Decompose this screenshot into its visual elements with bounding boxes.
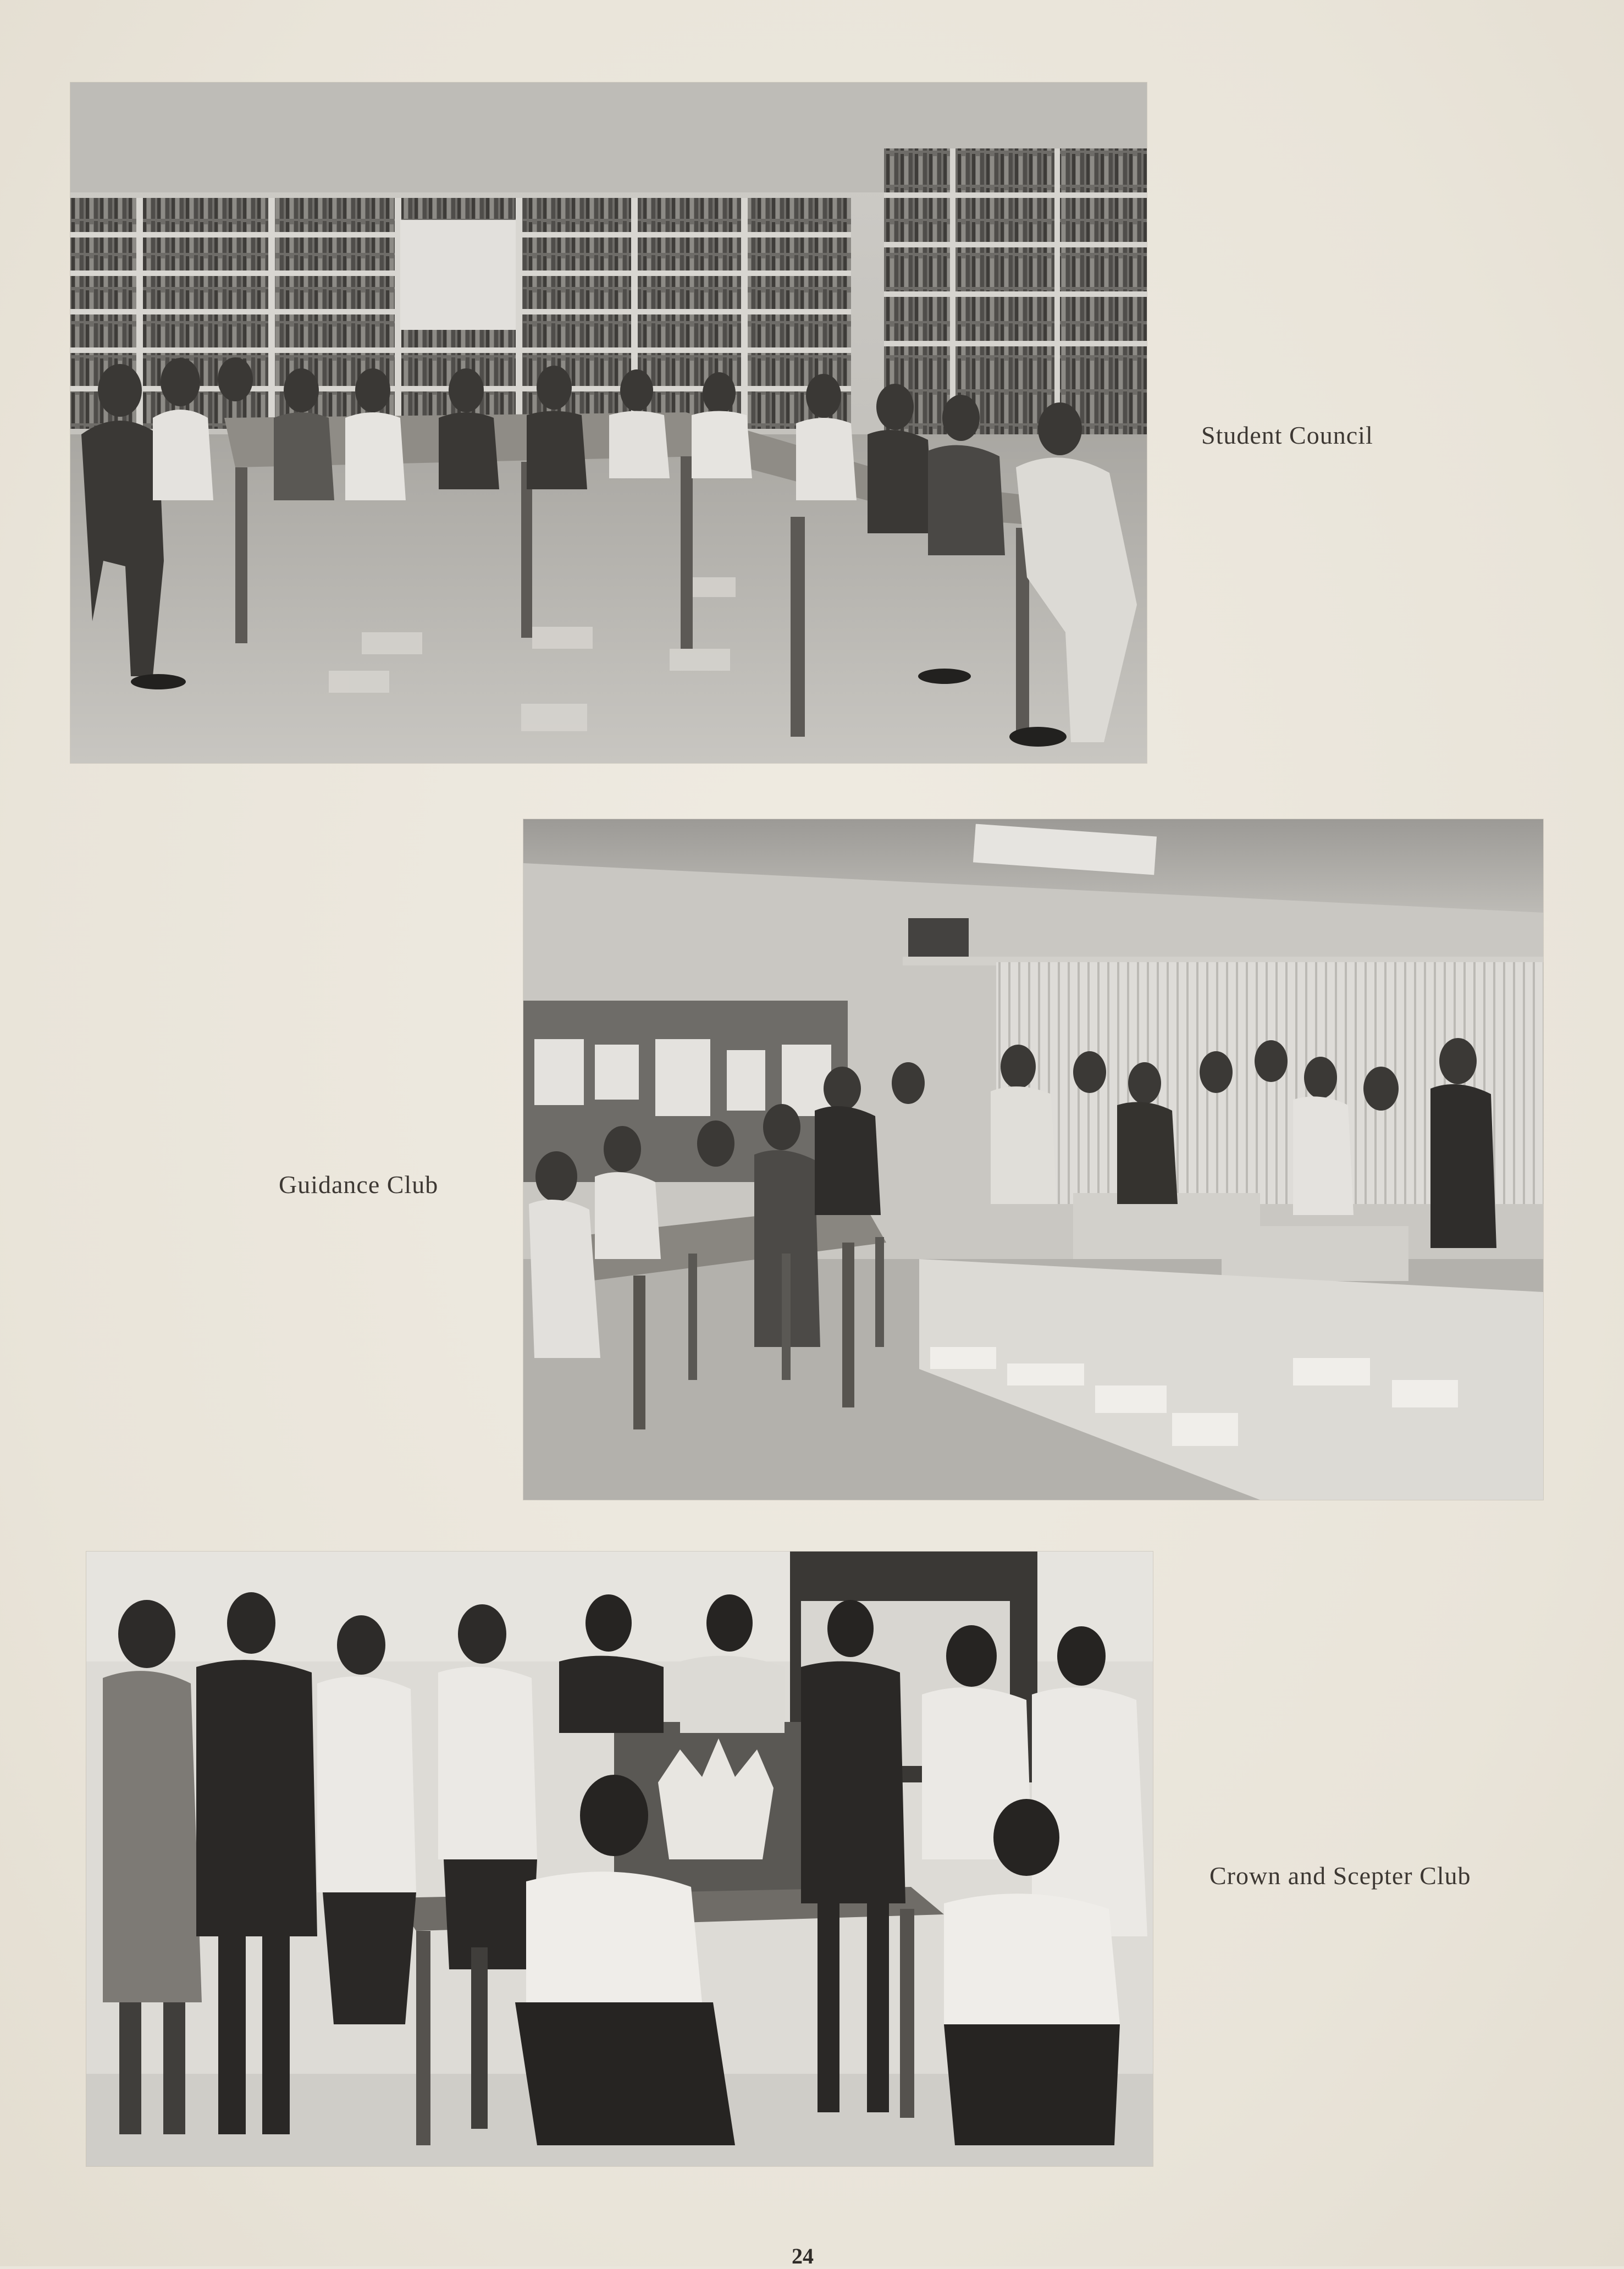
crown-and-scepter-club-photo-image [86, 1552, 1153, 2166]
student-council-photo [70, 82, 1147, 763]
crown-and-scepter-club-caption: Crown and Scepter Club [1209, 1862, 1471, 1890]
guidance-club-photo [523, 819, 1543, 1500]
guidance-club-caption: Guidance Club [279, 1171, 439, 1199]
page-number: 24 [792, 2244, 814, 2268]
student-council-photo-image [70, 82, 1147, 763]
crown-and-scepter-club-photo [86, 1552, 1153, 2166]
guidance-club-photo-image [523, 819, 1543, 1500]
student-council-caption: Student Council [1201, 421, 1373, 449]
